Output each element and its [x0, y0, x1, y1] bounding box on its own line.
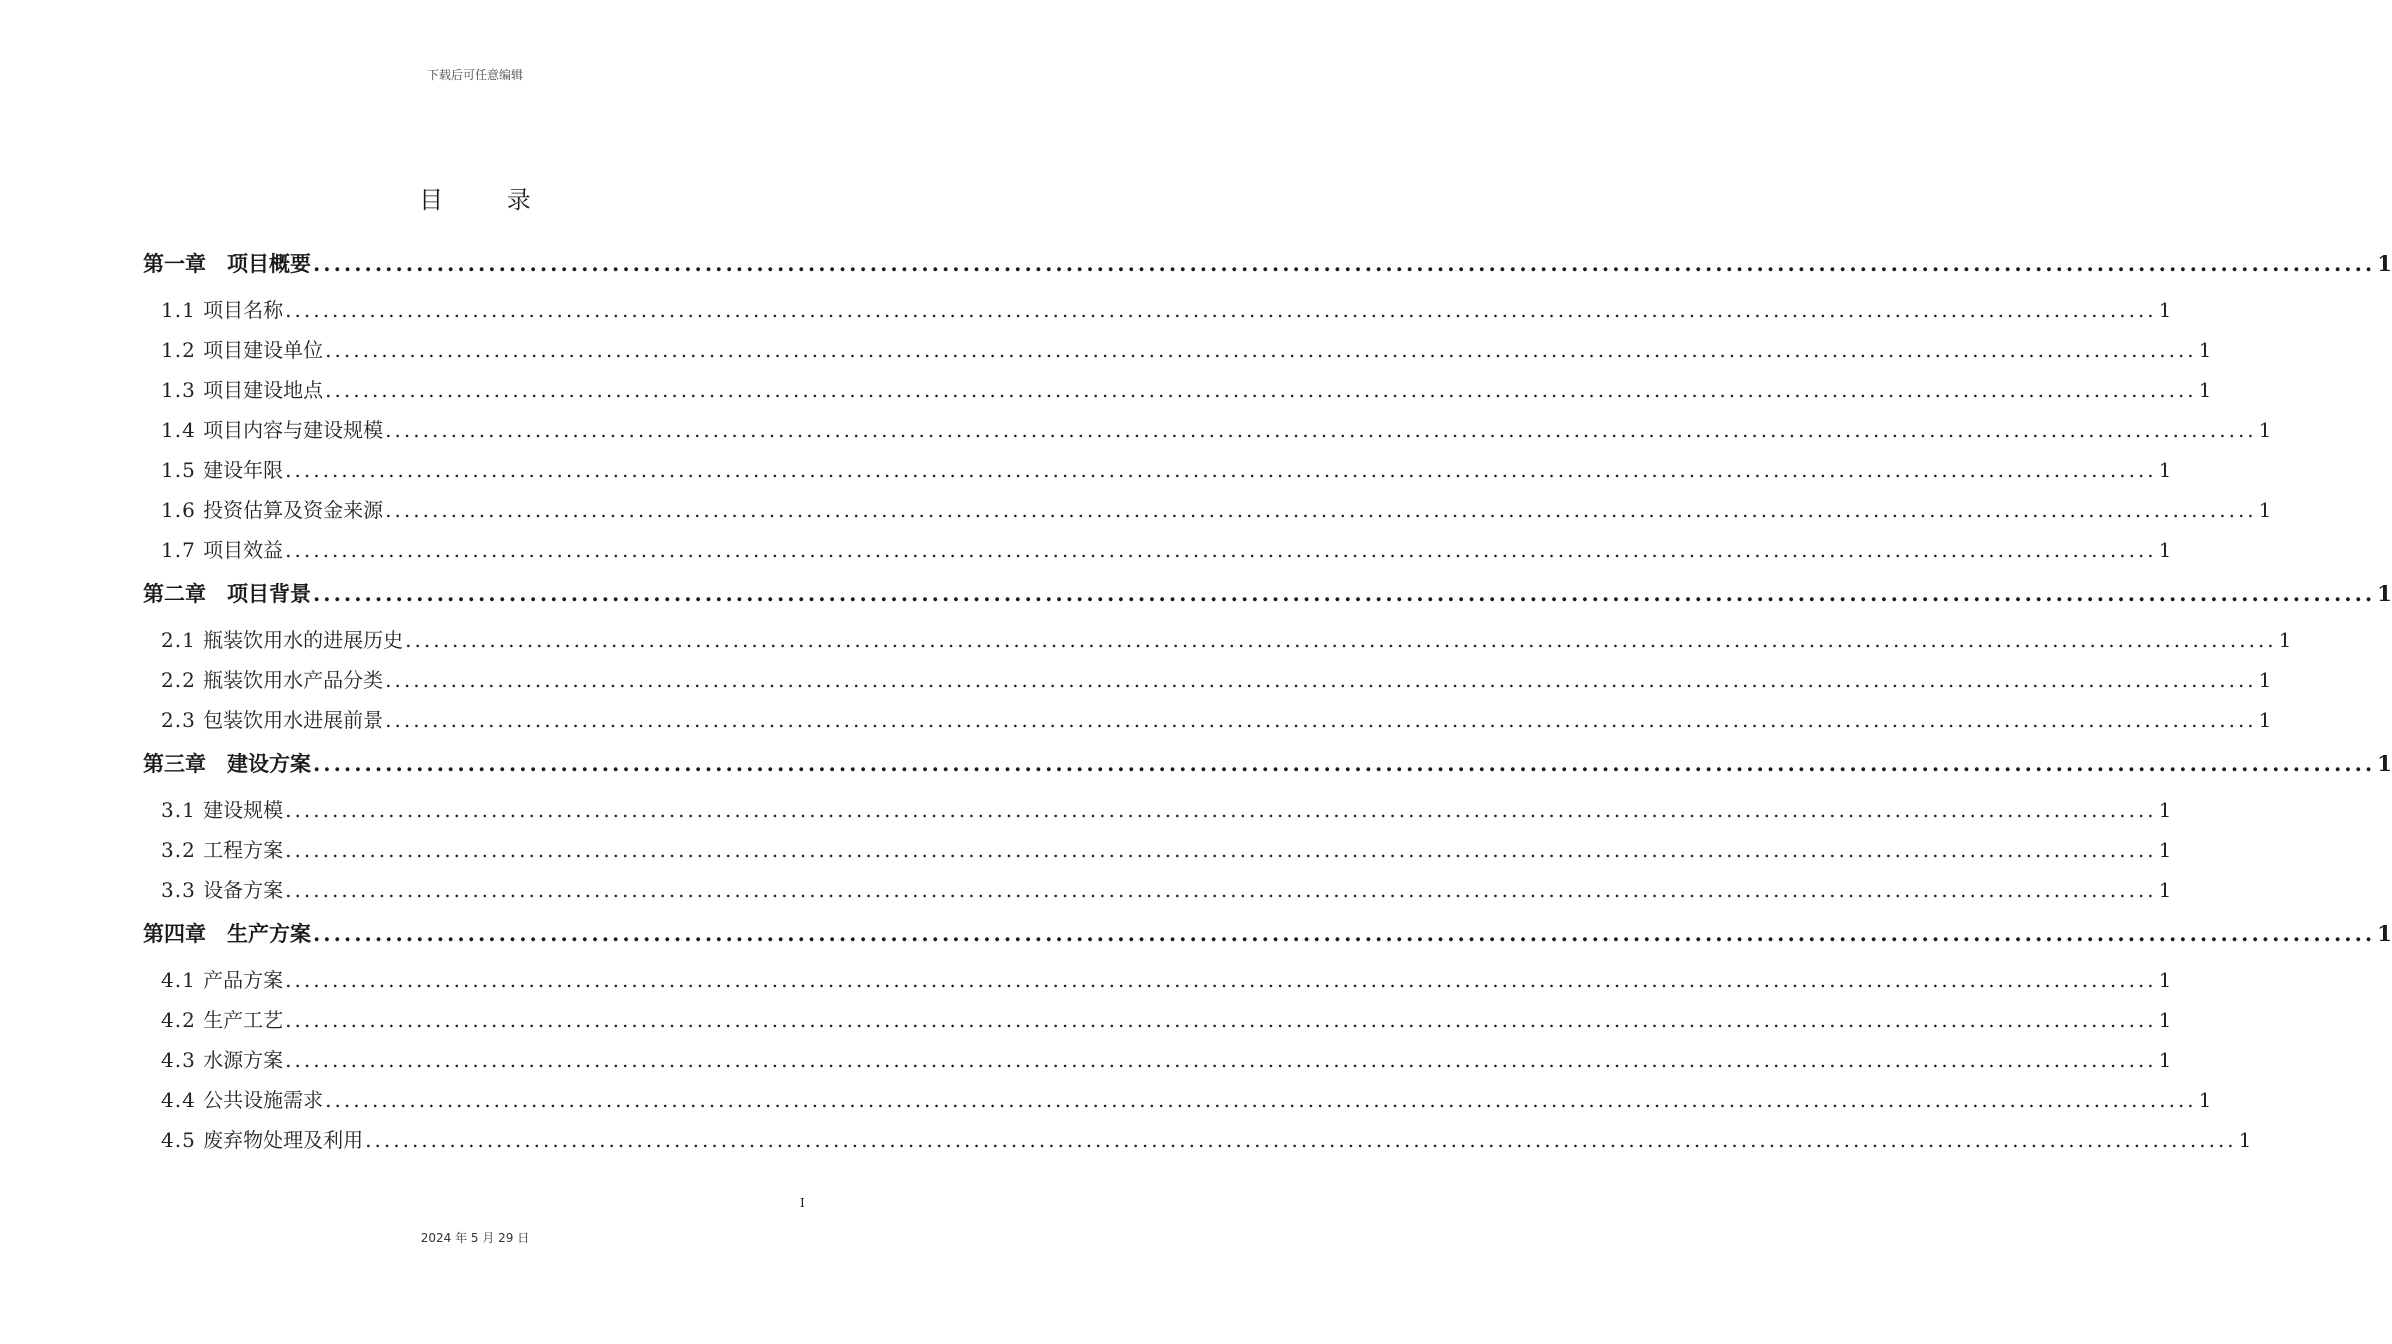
- toc-section-label: [161, 620, 403, 660]
- toc-section-number: 4.4: [161, 1088, 204, 1112]
- toc-chapter-entry[interactable]: [143, 574, 2392, 614]
- toc-section-number: 3.3: [161, 878, 204, 902]
- toc-section-label: [161, 960, 283, 1000]
- toc-section-text: 瓶装饮用水产品分类: [203, 668, 384, 692]
- toc-section-text: 水源方案: [203, 1048, 284, 1072]
- toc-section-entry[interactable]: [143, 410, 2272, 450]
- toc-section-number: 4.3: [161, 1048, 204, 1072]
- toc-page-number: 1: [2258, 708, 2272, 732]
- toc-section-entry[interactable]: [143, 700, 2272, 740]
- toc-leader-dots: ........................................................................................................................................................................................................: [285, 878, 2157, 902]
- toc-section-entry[interactable]: [143, 490, 2272, 530]
- toc-leader-dots: ........................................................................................................................................................................................................: [385, 418, 2257, 442]
- toc-section-entry[interactable]: [143, 790, 2172, 830]
- toc-chapter-label: 第一章 项目概要: [143, 252, 311, 276]
- toc-section-text: 投资估算及资金来源: [203, 498, 384, 522]
- toc-page-number: 1: [2158, 878, 2172, 902]
- toc-page-number: 1: [2258, 498, 2272, 522]
- toc-chapter-entry[interactable]: [143, 744, 2392, 784]
- toc-section-label: [161, 1080, 323, 1120]
- toc-page-number: 1: [2158, 798, 2172, 822]
- toc-section-number: 4.1: [161, 968, 204, 992]
- toc-section-entry[interactable]: [143, 370, 2212, 410]
- toc-page-number: 1: [2377, 251, 2392, 276]
- toc-leader-dots: ........................................................................................................................................................................................................: [285, 798, 2157, 822]
- toc-section-text: 建设规模: [203, 798, 284, 822]
- toc-section-number: 3.2: [161, 838, 204, 862]
- toc-page-number: 1: [2158, 458, 2172, 482]
- toc-page-number: 1: [2158, 538, 2172, 562]
- toc-section-number: 1.2: [161, 338, 204, 362]
- toc-leader-dots: ........................................................................................................................................................................................................: [285, 838, 2157, 862]
- toc-section-label: [161, 490, 383, 530]
- toc-leader-dots: ........................................................................................................................................................................................................: [313, 921, 2376, 946]
- toc-section-label: [161, 700, 383, 740]
- toc-leader-dots: ........................................................................................................................................................................................................: [285, 1048, 2157, 1072]
- toc-section-label: [161, 660, 383, 700]
- toc-section-text: 项目建设地点: [203, 378, 324, 402]
- toc-section-label: [161, 830, 283, 870]
- toc-section-entry[interactable]: [143, 830, 2172, 870]
- toc-section-label: [161, 370, 323, 410]
- toc-section-label: [161, 1040, 283, 1080]
- toc-leader-dots: ........................................................................................................................................................................................................: [285, 458, 2157, 482]
- toc-section-label: [161, 410, 383, 450]
- toc-section-number: 3.1: [161, 798, 204, 822]
- toc-page-number: 1: [2198, 338, 2212, 362]
- toc-section-text: 包装饮用水进展前景: [203, 708, 384, 732]
- toc-leader-dots: ........................................................................................................................................................................................................: [385, 498, 2257, 522]
- toc-leader-dots: ........................................................................................................................................................................................................: [285, 538, 2157, 562]
- toc-section-entry[interactable]: [143, 450, 2172, 490]
- toc-page-number: 1: [2158, 298, 2172, 322]
- toc-section-entry[interactable]: [143, 290, 2172, 330]
- toc-section-number: 1.6: [161, 498, 204, 522]
- toc-section-text: 废弃物处理及利用: [203, 1128, 364, 1152]
- toc-section-label: [161, 790, 283, 830]
- toc-chapter-entry[interactable]: [143, 244, 2392, 284]
- toc-page-number: 1: [2198, 378, 2212, 402]
- toc-leader-dots: ........................................................................................................................................................................................................: [385, 668, 2257, 692]
- toc-leader-dots: ........................................................................................................................................................................................................: [313, 751, 2376, 776]
- toc-section-text: 公共设施需求: [203, 1088, 324, 1112]
- toc-page-number: 1: [2158, 1008, 2172, 1032]
- toc-section-label: [161, 870, 283, 910]
- toc-page-number: 1: [2278, 628, 2292, 652]
- toc-section-entry[interactable]: [143, 620, 2292, 660]
- toc-section-text: 产品方案: [203, 968, 284, 992]
- toc-leader-dots: ........................................................................................................................................................................................................: [325, 378, 2197, 402]
- toc-page-number: 1: [2258, 418, 2272, 442]
- toc-section-entry[interactable]: [143, 1040, 2172, 1080]
- toc-section-text: 工程方案: [203, 838, 284, 862]
- toc-section-number: 1.1: [161, 298, 204, 322]
- toc-section-label: [161, 330, 323, 370]
- toc-chapter-entry[interactable]: [143, 914, 2392, 954]
- toc-section-number: 1.5: [161, 458, 204, 482]
- toc-page-number: 1: [2198, 1088, 2212, 1112]
- toc-section-label: [161, 1120, 363, 1160]
- toc-leader-dots: ........................................................................................................................................................................................................: [365, 1128, 2237, 1152]
- toc-section-number: 4.5: [161, 1128, 204, 1152]
- toc-page-number: 1: [2238, 1128, 2252, 1152]
- toc-section-label: [161, 1000, 283, 1040]
- toc-section-number: 4.2: [161, 1008, 204, 1032]
- toc-section-text: 建设年限: [203, 458, 284, 482]
- toc-section-label: [161, 450, 283, 490]
- toc-section-entry[interactable]: [143, 870, 2172, 910]
- toc-leader-dots: ........................................................................................................................................................................................................: [325, 338, 2197, 362]
- toc-section-entry[interactable]: [143, 960, 2172, 1000]
- toc-page-number: 1: [2158, 838, 2172, 862]
- toc-section-number: 1.4: [161, 418, 204, 442]
- toc-leader-dots: ........................................................................................................................................................................................................: [385, 708, 2257, 732]
- toc-page-number: 1: [2377, 921, 2392, 946]
- toc-section-entry[interactable]: [143, 1000, 2172, 1040]
- toc-leader-dots: ........................................................................................................................................................................................................: [313, 251, 2376, 276]
- toc-section-text: 项目建设单位: [203, 338, 324, 362]
- toc-section-number: 2.3: [161, 708, 204, 732]
- toc-section-entry[interactable]: [143, 660, 2272, 700]
- toc-section-text: 项目内容与建设规模: [203, 418, 384, 442]
- toc-section-number: 2.1: [161, 628, 204, 652]
- toc-chapter-label: 第二章 项目背景: [143, 582, 311, 606]
- page-number: I: [800, 1196, 805, 1210]
- toc-section-number: 2.2: [161, 668, 204, 692]
- toc-section-entry[interactable]: [143, 1080, 2212, 1120]
- toc-section-text: 瓶装饮用水的进展历史: [203, 628, 404, 652]
- toc-leader-dots: ........................................................................................................................................................................................................: [405, 628, 2277, 652]
- footer-date: 2024 年 5 月 29 日: [420, 1231, 530, 1245]
- toc-page-number: 1: [2158, 968, 2172, 992]
- toc-leader-dots: ........................................................................................................................................................................................................: [313, 581, 2376, 606]
- toc-section-entry[interactable]: [143, 530, 2172, 570]
- table-of-contents: [143, 240, 2392, 1160]
- toc-section-label: [161, 290, 283, 330]
- toc-section-text: 设备方案: [203, 878, 284, 902]
- toc-section-text: 项目效益: [203, 538, 284, 562]
- toc-page-number: 1: [2377, 751, 2392, 776]
- toc-title: 目 录: [419, 186, 559, 214]
- toc-chapter-label: 第三章 建设方案: [143, 752, 311, 776]
- toc-section-text: 生产工艺: [203, 1008, 284, 1032]
- toc-section-number: 1.7: [161, 538, 204, 562]
- toc-section-label: [161, 530, 283, 570]
- toc-page-number: 1: [2258, 668, 2272, 692]
- toc-section-number: 1.3: [161, 378, 204, 402]
- toc-page-number: 1: [2158, 1048, 2172, 1072]
- header-note: 下载后可任意编辑: [426, 68, 523, 82]
- toc-leader-dots: ........................................................................................................................................................................................................: [325, 1088, 2197, 1112]
- toc-section-entry[interactable]: [143, 330, 2212, 370]
- toc-chapter-label: 第四章 生产方案: [143, 922, 311, 946]
- toc-leader-dots: ........................................................................................................................................................................................................: [285, 298, 2157, 322]
- toc-leader-dots: ........................................................................................................................................................................................................: [285, 1008, 2157, 1032]
- toc-section-entry[interactable]: [143, 1120, 2252, 1160]
- toc-page-number: 1: [2377, 581, 2392, 606]
- toc-leader-dots: ........................................................................................................................................................................................................: [285, 968, 2157, 992]
- toc-section-text: 项目名称: [203, 298, 284, 322]
